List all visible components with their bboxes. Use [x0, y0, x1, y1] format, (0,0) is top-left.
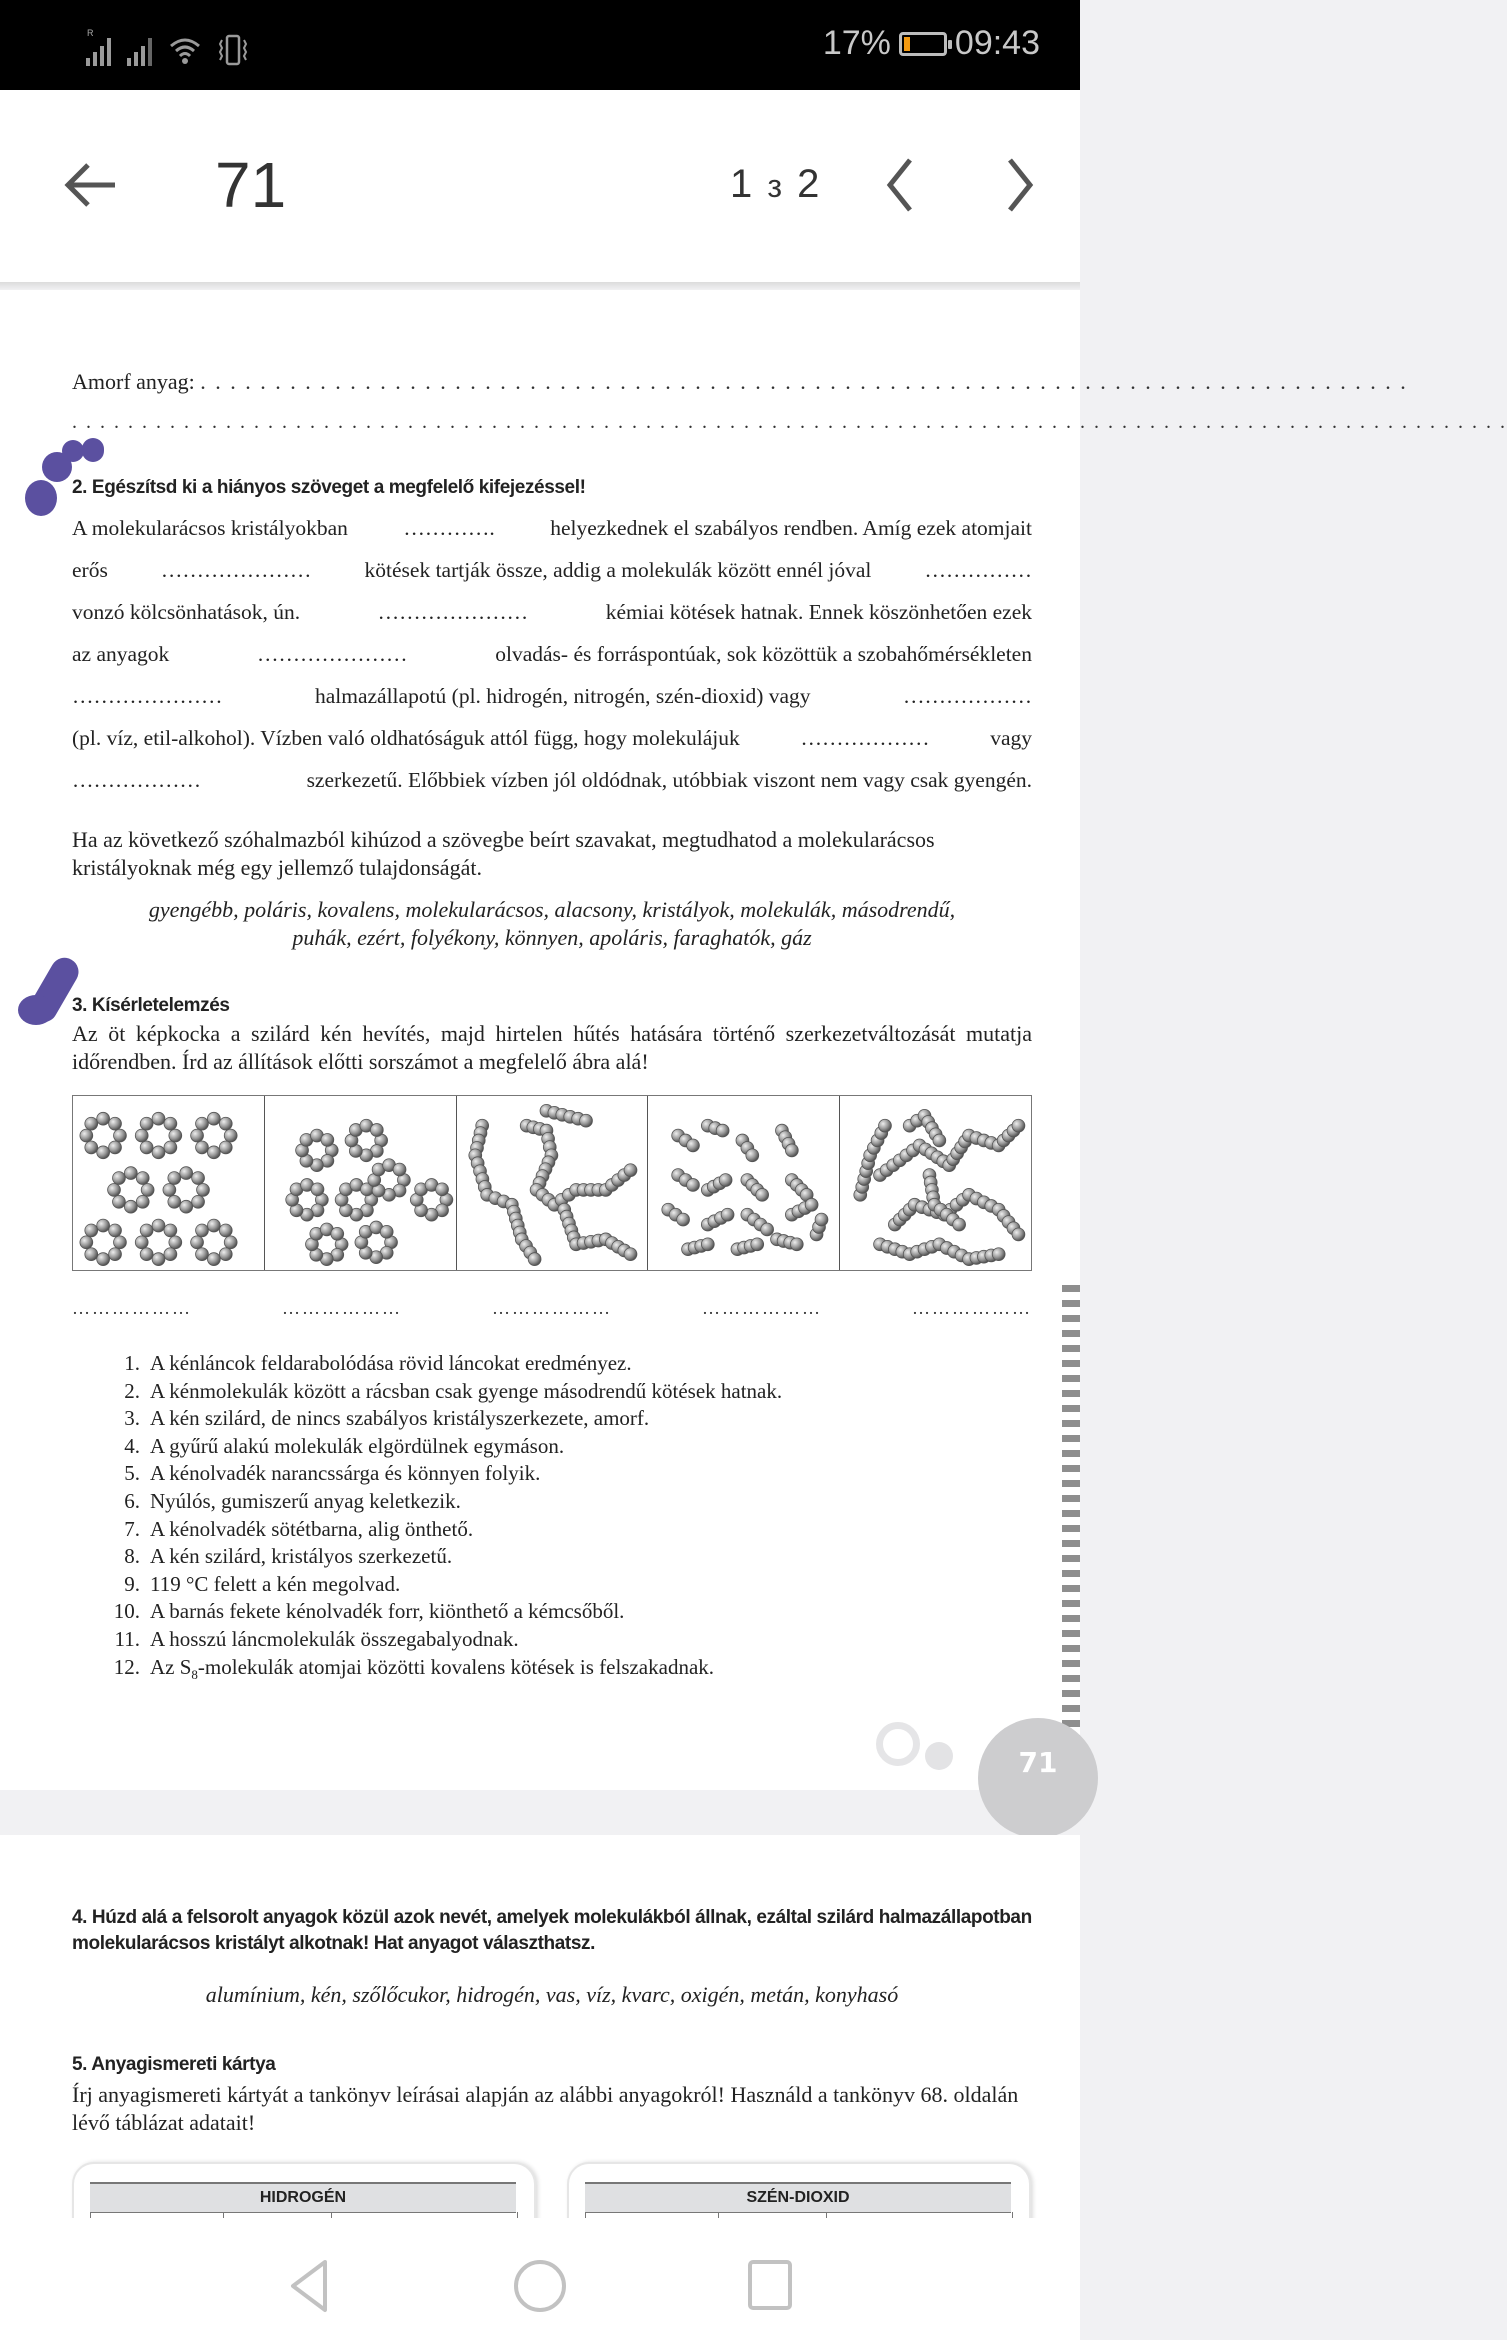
text-segment: szerkezetű. Előbbiek vízben jól oldódnak, utóbbiak viszont nem vagy csak gyengén.	[306, 768, 1032, 792]
sulfur-atom	[152, 1253, 165, 1266]
battery-fill	[904, 37, 910, 51]
sulfur-atom	[85, 1117, 98, 1130]
sulfur-atom	[80, 1129, 93, 1142]
sulfur-atom	[169, 1129, 182, 1142]
sulfur-atom	[136, 1172, 149, 1185]
figure-answer-blanks	[72, 1298, 1032, 1319]
sulfur-atom	[219, 1117, 232, 1130]
sulfur-atom	[702, 1238, 715, 1251]
vibrate-icon	[218, 34, 248, 66]
scroll-tick	[1062, 1660, 1080, 1667]
statement-number: 12.	[113, 1654, 140, 1679]
statement-text: A kén szilárd, de nincs szabályos kristályszerkezete, amorf.	[150, 1406, 650, 1431]
answer-blank[interactable]: ………………	[72, 1298, 192, 1318]
sulfur-atom	[163, 1183, 176, 1196]
scroll-tick	[1062, 1285, 1080, 1292]
sulfur-atom	[124, 1200, 137, 1213]
scroll-tick	[1062, 1645, 1080, 1652]
chevron-left-icon[interactable]	[880, 155, 920, 215]
sulfur-atom	[207, 1253, 220, 1266]
statement-item	[100, 1571, 1000, 1599]
sulfur-atom	[124, 1167, 137, 1180]
statement-text-post: -molekulák atomjai közötti kovalens kötések is felszakadnak.	[197, 1654, 715, 1679]
sulfur-atom	[224, 1129, 237, 1142]
text-segment: (pl. víz, etil-alkohol). Vízben való oldhatóságuk attól függ, hogy molekulájuk	[72, 726, 740, 750]
sulfur-atom	[113, 1172, 126, 1185]
sulfur-atom	[761, 1223, 774, 1236]
sulfur-atom	[152, 1146, 165, 1159]
sulfur-atom	[109, 1141, 122, 1154]
sulfur-atom	[152, 1112, 165, 1125]
sulfur-atom	[687, 1179, 700, 1192]
statement-number: 1.	[124, 1351, 140, 1375]
sulfur-atom	[196, 1224, 209, 1237]
text-segment: kötések tartják össze, addig a molekulák között ennél jóval	[364, 558, 872, 582]
sulfur-atom	[720, 1174, 733, 1187]
sulfur-atom	[1012, 1228, 1025, 1241]
sulfur-atom	[109, 1117, 122, 1130]
sulfur-atom	[164, 1248, 177, 1261]
statement-text: A gyűrű alakú molekulák elgördülnek egymáson.	[150, 1433, 565, 1458]
sulfur-atom	[164, 1224, 177, 1237]
clock: 09:43	[954, 24, 1040, 62]
scroll-tick	[1062, 1300, 1080, 1307]
sulfur-atom	[579, 1114, 592, 1127]
pen-annotation	[62, 440, 84, 462]
document-page-71[interactable]	[0, 290, 1507, 1790]
page-number-badge: 71	[978, 1718, 1098, 1838]
sulfur-atom	[311, 1183, 324, 1196]
page-number-badge-area	[0, 1700, 1080, 1790]
task2-line	[72, 558, 1032, 586]
answer-blank[interactable]: ………………	[912, 1298, 1032, 1318]
sulfur-atom	[97, 1146, 110, 1159]
card-title: HIDROGÉN	[90, 2182, 516, 2213]
fill-blank[interactable]: ………………	[903, 684, 1032, 708]
figure-loose-rings	[265, 1096, 457, 1270]
word-bank-line-1: gyengébb, poláris, kovalens, molekularácsos, alacsony, kristályok, molekulák, másodrendű,	[148, 897, 956, 922]
scroll-tick	[1062, 1480, 1080, 1487]
statement-text: A kénláncok feldarabolódása rövid láncokat eredményez.	[150, 1351, 632, 1375]
figure-ordered-rings	[73, 1096, 265, 1270]
scroll-tick	[1062, 1315, 1080, 1322]
sulfur-atom	[806, 1198, 819, 1211]
toolbar-divider	[0, 282, 1080, 290]
statement-text: Nyúlós, gumiszerű anyag keletkezik.	[150, 1488, 461, 1513]
sulfur-atom	[992, 1248, 1005, 1261]
sulfur-atom	[197, 1183, 210, 1196]
text-segment: olvadás- és forráspontúak, sok közöttük a szobahőmérsékleten	[495, 642, 1032, 666]
statement-number: 4.	[124, 1433, 140, 1458]
scroll-tick	[1062, 1405, 1080, 1412]
task2-line	[72, 642, 1032, 670]
nav-home-icon[interactable]	[512, 2258, 568, 2314]
scroll-tick	[1062, 1330, 1080, 1337]
scroll-tick	[1062, 1555, 1080, 1562]
sulfur-atom	[140, 1117, 153, 1130]
sulfur-atom	[528, 1253, 541, 1266]
figure-tangled-chains	[840, 1096, 1031, 1270]
statement-number: 9.	[124, 1571, 140, 1596]
page-separator: з	[767, 168, 785, 204]
statement-list	[100, 1350, 1000, 1688]
statement-item	[100, 1626, 1000, 1654]
statement-number: 11.	[114, 1626, 140, 1651]
fill-blank[interactable]: …………………	[257, 642, 408, 666]
sulfur-atom	[370, 1124, 383, 1137]
sulfur-atom	[717, 1124, 730, 1137]
pen-annotation	[25, 480, 57, 516]
scrollbar-indicator[interactable]	[1058, 1285, 1080, 1750]
scroll-tick	[1062, 1570, 1080, 1577]
task4-title: 4. Húzd alá a felsorolt anyagok közül azok nevét, amelyek molekulákból állnak, ezáltal szilárd halmazállapotban molekularácsos kristályt alkotnak! Hat anyagot választhatsz.	[72, 1907, 1032, 1954]
sulfur-atom	[135, 1129, 148, 1142]
answer-blank: . . . . . . . . . . . . . . . . . . . . . . . . . . . . . . . . . . . . . . . . . . . . . . . . . . . . . . . . . . . . . . . . . . . . . . . . . . . . . . . . .	[200, 369, 1408, 394]
task4-words: alumínium, kén, szőlőcukor, hidrogén, vas, víz, kvarc, oxigén, metán, konyhasó	[205, 1982, 899, 2007]
sulfur-atom	[191, 1129, 204, 1142]
sulfur-atom	[321, 1133, 334, 1146]
task5-text: Írj anyagismereti kártyát a tankönyv leírásai alapján az alábbi anyagokról! Használd a tankönyv 68. oldalán lévő táblázat adatait!	[72, 2082, 1019, 2135]
sulfur-atom	[168, 1195, 181, 1208]
task2-line	[72, 600, 1032, 628]
sulfur-atom	[192, 1172, 205, 1185]
sulfur-atom	[207, 1219, 220, 1232]
status-icons	[86, 26, 248, 66]
statement-item	[100, 1378, 1000, 1406]
sulfur-atom	[933, 1134, 946, 1147]
fill-blank[interactable]: …………………	[160, 558, 312, 582]
sulfur-atom	[687, 1139, 700, 1152]
roaming-label: R	[87, 28, 94, 38]
nav-recents-icon[interactable]	[746, 2258, 796, 2314]
statement-number: 6.	[124, 1488, 140, 1513]
figure-short-chains	[648, 1096, 840, 1270]
sulfur-atom	[219, 1224, 232, 1237]
sulfur-atom	[815, 1213, 828, 1226]
task3-text: Az öt képkocka a szilárd kén hevítés, majd hirtelen hűtés hatására történő szerkezetváltozását mutatja időrendben. Írd az állítások előtti sorszámot a megfelelő ábra alá!	[72, 1021, 1032, 1074]
sulfur-atom	[135, 1236, 148, 1249]
task2-instruction: Ha az következő szóhalmazból kihúzod a szövegbe beírt szavakat, megtudhatod a molekularácsos kristályoknak még egy jellemző tulajdonságát.	[72, 827, 935, 880]
task2-line	[72, 684, 1032, 712]
viewer-toolbar	[0, 90, 1080, 282]
scroll-tick	[1062, 1360, 1080, 1367]
text-segment: erős	[72, 558, 108, 582]
statement-text: A barnás fekete kénolvadék forr, kiönthető a kémcsőből.	[150, 1599, 625, 1624]
sulfur-atom	[168, 1172, 181, 1185]
status-bar	[0, 0, 1080, 90]
statement-text-pre: Az S	[150, 1654, 192, 1679]
text-segment: A molekularácsos kristályokban	[72, 516, 348, 540]
statement-number: 2.	[124, 1378, 140, 1403]
sulfur-atom	[85, 1248, 98, 1261]
sulfur-atom	[97, 1219, 110, 1232]
amorf-label: Amorf anyag:	[72, 369, 195, 394]
task2-line	[72, 726, 1032, 754]
battery-icon	[899, 32, 947, 56]
sulfur-atom	[97, 1112, 110, 1125]
sulfur-atom	[141, 1183, 154, 1196]
statement-number: 3.	[124, 1406, 140, 1431]
statement-text: A kénolvadék narancssárga és könnyen folyik.	[150, 1461, 541, 1486]
statement-item	[100, 1433, 1000, 1461]
text-segment: vagy	[990, 726, 1032, 750]
signal-roaming-icon	[86, 28, 111, 66]
battery-percent: 17%	[822, 24, 891, 62]
task2-line	[72, 516, 1032, 544]
statement-number: 7.	[124, 1516, 140, 1541]
statement-number: 5.	[124, 1461, 140, 1486]
statement-item	[100, 1405, 1000, 1433]
scroll-tick	[1062, 1675, 1080, 1682]
sulfur-atom	[114, 1129, 127, 1142]
fill-blank[interactable]: ……………	[924, 558, 1032, 582]
fill-blank[interactable]: …………………	[72, 684, 223, 708]
sulfur-atom	[140, 1224, 153, 1237]
answer-blank[interactable]: ………………	[702, 1298, 822, 1318]
sulfur-atom	[109, 1248, 122, 1261]
signal-icon	[127, 34, 152, 66]
fill-blank[interactable]: …………………	[377, 600, 529, 624]
statement-text: A kénmolekulák között a rácsban csak gyenge másodrendű kötések hatnak.	[150, 1378, 783, 1403]
sulfur-atom	[331, 1227, 344, 1240]
statement-item	[100, 1543, 1000, 1571]
sulfur-atom	[751, 1238, 764, 1251]
scroll-tick	[1062, 1420, 1080, 1427]
sulfur-atom	[164, 1117, 177, 1130]
sulfur-atom	[624, 1164, 637, 1177]
sulfur-atom	[97, 1253, 110, 1266]
statement-text	[150, 1654, 714, 1689]
scroll-tick	[1062, 1495, 1080, 1502]
scroll-tick	[1062, 1510, 1080, 1517]
text-segment: helyezkednek el szabályos rendben. Amíg ezek atomjait	[550, 516, 1032, 540]
word-bank-line-2: puhák, ezért, folyékony, könnyen, apoláris, faraghatók, gáz	[292, 925, 812, 950]
task2-line	[72, 768, 1032, 796]
statement-item	[100, 1516, 1000, 1544]
pen-annotation	[18, 995, 54, 1025]
sulfur-atom	[191, 1236, 204, 1249]
wifi-icon	[168, 34, 202, 66]
system-nav-bar	[0, 2218, 1080, 2340]
sulfur-atom	[224, 1236, 237, 1249]
scroll-tick	[1062, 1615, 1080, 1622]
current-page: 1	[730, 162, 755, 206]
statement-number: 10.	[113, 1599, 140, 1624]
task2-title: 2. Egészítsd ki a hiányos szöveget a megfelelő kifejezéssel!	[72, 477, 586, 498]
sulfur-atom	[879, 1119, 892, 1132]
statement-item	[100, 1488, 1000, 1516]
answer-blank[interactable]: ………………	[492, 1298, 612, 1318]
total-pages: 2	[797, 162, 822, 206]
text-segment: kémiai kötések hatnak. Ennek köszönhetően ezek	[605, 600, 1032, 624]
subscript: 8	[191, 1666, 198, 1682]
sulfur-atom	[152, 1219, 165, 1232]
text-segment: az anyagok	[72, 642, 170, 666]
scroll-tick	[1062, 1600, 1080, 1607]
sulfur-atom	[140, 1141, 153, 1154]
sulfur-atom	[953, 1218, 966, 1231]
scroll-tick	[1062, 1525, 1080, 1532]
statement-item	[100, 1654, 1000, 1689]
statement-item	[100, 1598, 1000, 1626]
sulfur-atom	[219, 1141, 232, 1154]
sulfur-atom	[136, 1195, 149, 1208]
scroll-tick	[1062, 1345, 1080, 1352]
sulfur-atom	[180, 1167, 193, 1180]
sulfur-atom	[113, 1195, 126, 1208]
scroll-tick	[1062, 1585, 1080, 1592]
sulfur-atom	[207, 1112, 220, 1125]
sulfur-atom	[164, 1141, 177, 1154]
sulfur-atom	[786, 1144, 799, 1157]
scroll-tick	[1062, 1630, 1080, 1637]
statement-text: A kén szilárd, kristályos szerkezetű.	[150, 1544, 453, 1569]
fill-blank[interactable]: ………………	[72, 768, 201, 792]
sulfur-atom	[393, 1163, 406, 1176]
sulfur-atom	[196, 1117, 209, 1130]
statement-number: 8.	[124, 1544, 140, 1569]
text-segment: vonzó kölcsönhatások, ún.	[72, 600, 301, 624]
scroll-tick	[1062, 1390, 1080, 1397]
sulfur-atom	[219, 1248, 232, 1261]
sulfur-atom	[791, 1238, 804, 1251]
sulfur-atom	[85, 1141, 98, 1154]
scroll-tick	[1062, 1465, 1080, 1472]
sulfur-atom	[140, 1248, 153, 1261]
sulfur-atom	[624, 1248, 637, 1261]
sulfur-atom	[196, 1248, 209, 1261]
statement-text: 119 °C felett a kén megolvad.	[150, 1571, 401, 1596]
sulfur-atom	[192, 1195, 205, 1208]
scroll-tick	[1062, 1375, 1080, 1382]
sulfur-atom	[109, 1224, 122, 1237]
page-title: 71	[215, 149, 287, 221]
sulfur-figure-strip	[72, 1095, 1032, 1271]
sulfur-atom	[746, 1149, 759, 1162]
sulfur-atom	[196, 1141, 209, 1154]
scroll-tick	[1062, 1435, 1080, 1442]
sulfur-atom	[380, 1225, 393, 1238]
answer-blank-line: . . . . . . . . . . . . . . . . . . . . . . . . . . . . . . . . . . . . . . . . . . . . . . . . . . . . . . . . . . . . . . . . . . . . . . . . . . . . . . . . . . . . . . . . . . . . . . . . . . . . . . .	[72, 411, 1507, 433]
sulfur-atom	[1012, 1119, 1025, 1132]
task3-title: 3. Kísérletelemzés	[72, 995, 230, 1016]
chevron-right-icon[interactable]	[1000, 155, 1040, 215]
sulfur-atom	[677, 1213, 690, 1226]
task5-title: 5. Anyagismereti kártya	[72, 2054, 276, 2075]
sulfur-atom	[114, 1236, 127, 1249]
scroll-tick	[1062, 1690, 1080, 1697]
status-right	[823, 24, 1040, 63]
sulfur-atom	[756, 1188, 769, 1201]
answer-blank[interactable]: ………………	[282, 1298, 402, 1318]
statement-text: A kénolvadék sötétbarna, alig önthető.	[150, 1516, 474, 1541]
sulfur-atom	[207, 1146, 220, 1159]
fill-blank[interactable]: ………….	[403, 516, 495, 540]
pen-annotation	[82, 438, 104, 462]
text-segment: halmazállapotú (pl. hidrogén, nitrogén, szén-dioxid) vagy	[314, 684, 811, 708]
arrow-left-icon[interactable]	[60, 160, 120, 210]
amorf-line	[72, 368, 1408, 396]
fill-blank[interactable]: ………………	[800, 726, 930, 750]
nav-back-icon[interactable]	[285, 2258, 335, 2313]
sulfur-atom	[169, 1236, 182, 1249]
page-indicator	[730, 162, 821, 207]
statement-item	[100, 1460, 1000, 1488]
sulfur-atom	[180, 1200, 193, 1213]
statement-item	[100, 1350, 1000, 1378]
sulfur-atom	[722, 1208, 735, 1221]
statement-text: A hosszú láncmolekulák összegabalyodnak.	[150, 1626, 519, 1651]
sulfur-atom	[85, 1224, 98, 1237]
card-title: SZÉN-DIOXID	[585, 2182, 1011, 2213]
sulfur-atom	[108, 1183, 121, 1196]
sulfur-atom	[435, 1183, 448, 1196]
figure-long-chains	[457, 1096, 649, 1270]
sulfur-atom	[80, 1236, 93, 1249]
scroll-tick	[1062, 1450, 1080, 1457]
scroll-tick	[1062, 1540, 1080, 1547]
